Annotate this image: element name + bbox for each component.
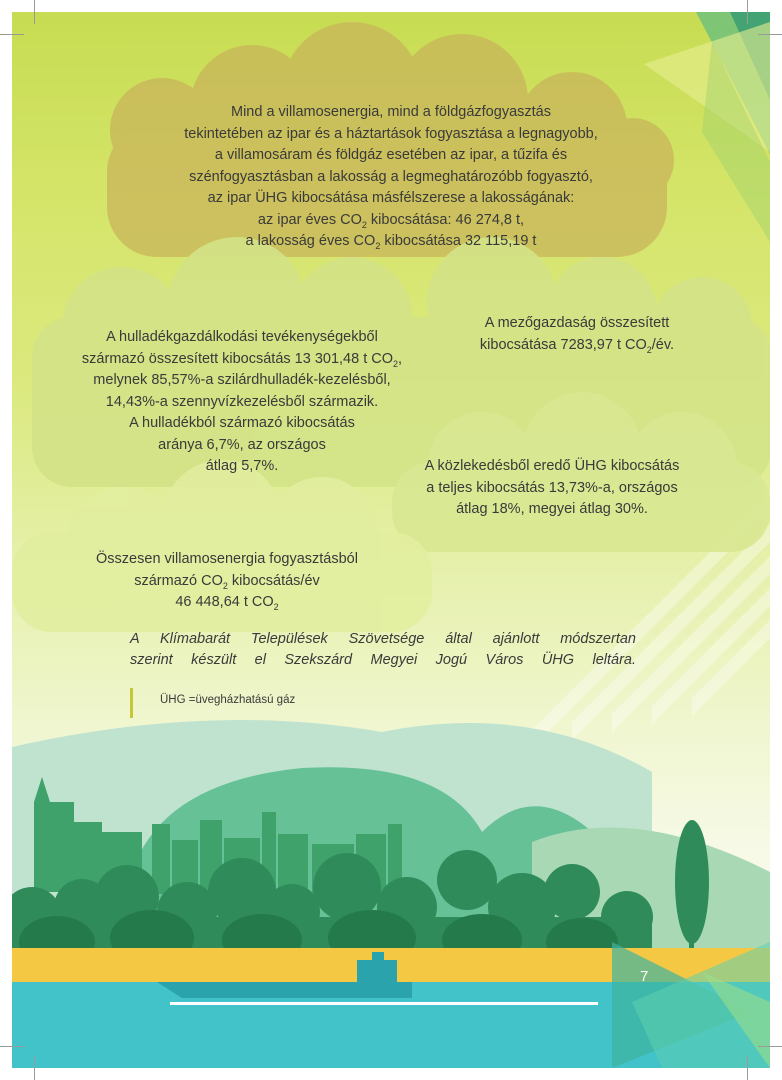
text-line: aránya 6,7%, az országos — [158, 436, 326, 453]
waste-text — [32, 327, 452, 478]
co2-line: származó $CO_2$ kibocsátás/év — [134, 572, 320, 591]
crop-mark — [747, 1056, 748, 1080]
note-line: szerint készült el Szekszárd Megyei Jogú Város ÜHG leltára. — [130, 652, 636, 668]
text-line: A mezőgazdaság összesített — [484, 315, 670, 331]
waste-total-line: származó összesített kibocsátás 13 301,48 t $CO_2$, — [81, 350, 403, 369]
electricity-gas-text — [12, 102, 770, 253]
text-line: Összesen villamosenergia fogyasztásból — [96, 551, 358, 567]
crop-mark — [0, 34, 24, 35]
transport-text — [387, 456, 717, 521]
crop-mark — [747, 0, 748, 24]
abbreviation-definition: ÜHG =üvegházhatású gáz — [160, 694, 296, 706]
text-line: Mind a villamosenergia, mind a földgázfogyasztás — [231, 104, 551, 120]
crop-mark — [0, 1046, 24, 1047]
total-value-line: 46 448,64 t $CO_2$ — [175, 594, 279, 612]
agriculture-text — [427, 313, 727, 356]
text-line: a villamosáram és földgáz esetében az ipar, a tűzifa és — [214, 147, 568, 163]
methodology-note — [130, 629, 636, 671]
note-line: A Klímabarát Települések Szövetsége által ajánlott módszertan — [130, 631, 636, 647]
crop-mark — [758, 1046, 782, 1047]
text-line: szénfogyasztásban a lakosság a legmeghatározóbb fogyasztó, — [189, 168, 593, 185]
text-line: 14,43%-a szennyvízkezelésből származik. — [105, 393, 379, 410]
text-line: A hulladékból származó kibocsátás — [129, 415, 355, 431]
page-number: 7 — [640, 968, 649, 985]
crop-mark — [34, 1056, 35, 1080]
text-line: melynek 85,57%-a szilárdhulladék-kezelésből, — [93, 372, 391, 388]
crop-mark — [34, 0, 35, 24]
boat-wake — [170, 1002, 598, 1005]
text-line: A közlekedésből eredő ÜHG kibocsátás — [424, 458, 680, 474]
total-electricity-text — [67, 549, 387, 614]
text-line: tekintetében az ipar és a háztartások fogyasztása a legnagyobb, — [184, 125, 598, 142]
text-line: átlag 5,7%. — [205, 458, 279, 474]
industry-emission-line: az ipar éves $CO_2$ kibocsátása: 46 274,8 t, — [257, 211, 525, 230]
crop-mark — [758, 34, 782, 35]
residential-emission-line: a lakosság éves $CO_2$ kibocsátása 32 115,19 t — [245, 233, 537, 251]
text-line: a teljes kibocsátás 13,73%-a, országos — [426, 479, 678, 496]
abbreviation-marker — [130, 688, 133, 718]
text-line: az ipar ÜHG kibocsátása másfélszerese a lakosságának: — [207, 190, 575, 206]
text-line: A hulladékgazdálkodási tevékenységekből — [106, 329, 378, 345]
text-line: átlag 18%, megyei átlag 30%. — [456, 501, 648, 517]
page — [12, 12, 770, 1068]
agriculture-emission-line: kibocsátása 7283,97 t $CO_2/év$. — [479, 336, 675, 355]
